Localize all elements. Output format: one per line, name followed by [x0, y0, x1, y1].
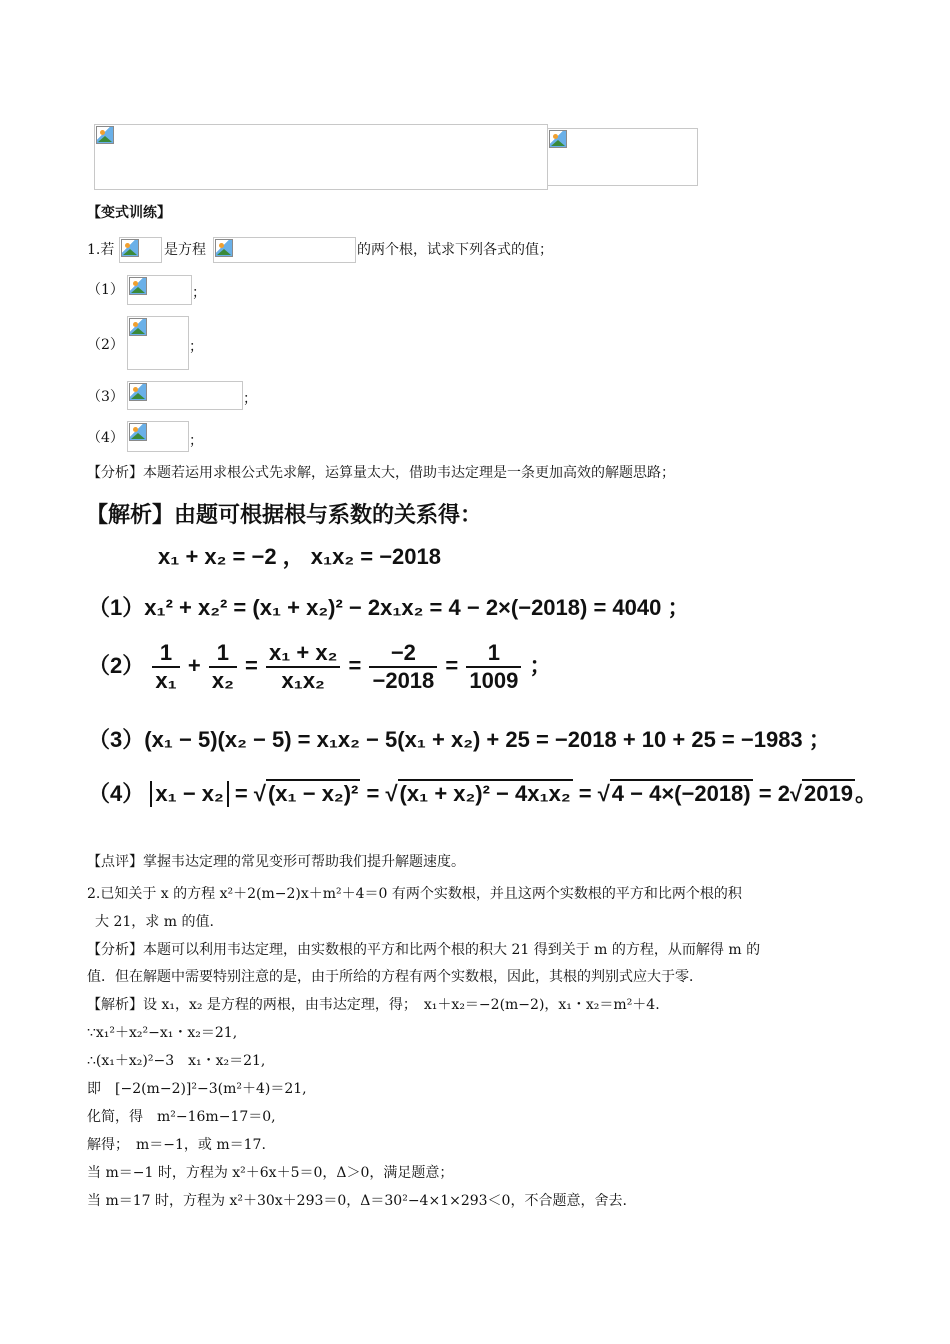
q1-solution-heading: 【解析】由题可根据根与系数的关系得：	[86, 503, 483, 528]
q1-item-3-label: （3）	[87, 389, 124, 405]
q1-number: 1.	[87, 242, 101, 258]
s4-radicand-3: 4 − 4×(−2018)	[611, 781, 751, 806]
s3-label: （3）	[88, 727, 145, 752]
broken-image-icon	[129, 423, 147, 441]
s1-expr: x₁² + x₂² = (x₁ + x₂)² − 2x₁x₂ = 4 − 2×(−2018) = 4040 ；	[144, 595, 690, 620]
s2-label: （2）	[88, 652, 145, 678]
s4-radicand-4: 2019	[804, 781, 853, 806]
q1-relation: x₁ + x₂ = −2 ， x₁x₂ = −2018	[158, 544, 442, 569]
q1-statement	[87, 240, 114, 260]
s4-radicand-1: (x₁ − x₂)²	[267, 781, 359, 806]
s4-radicand-2: (x₁ + x₂)² − 4x₁x₂	[399, 781, 571, 806]
q1-if: 若	[100, 242, 115, 258]
q1-comment: 【点评】掌握韦达定理的常见变形可帮助我们提升解题速度。	[87, 854, 465, 870]
q1-item-4-tail: ；	[189, 433, 203, 449]
image-placeholder-item-3	[127, 381, 243, 410]
q2-statement-line-2: 大 21，求 m 的值.	[95, 914, 214, 930]
q2-solution-line-7: 当 m＝−1 时，方程为 x²＋6x＋5＝0，Δ＞0，满足题意；	[87, 1165, 454, 1181]
q1-item-4-label: （4）	[87, 430, 124, 446]
q2-solution-line-5: 化简，得 m²−16m−17＝0,	[87, 1109, 276, 1125]
q1-item-2-label: （2）	[87, 337, 124, 353]
q1-solution-4: （4） x₁ − x₂ = √(x₁ − x₂)² = √(x₁ + x₂)² − 4x₁x₂ = √4 − 4×(−2018) = 2√2019。	[88, 781, 877, 806]
image-placeholder-equation	[213, 237, 356, 263]
s4-absolute-value: x₁ − x₂	[150, 781, 228, 807]
q2-analysis-line-2: 值．但在解题中需要特别注意的是，由于所给的方程有两个实数根，因此，其根的判别式应大于零．	[87, 969, 703, 985]
q2-solution-line-2: ∵x₁²＋x₂²−x₁・x₂＝21,	[87, 1025, 238, 1041]
q1-solution-2: （2） $\frac{1}{\text{x₁}}$ + $\frac{1}{\text{x₂}}$ = $\frac{\text{x₁ + x₂}}{\text{x₁x₂}}$ = $\frac{-2}{-2018}$ = $\frac{1}{1009}$ ；	[88, 640, 552, 693]
broken-image-icon	[549, 130, 567, 148]
q1-analysis: 【分析】本题若运用求根公式先求解，运算量太大，借助韦达定理是一条更加高效的解题思路；	[87, 465, 675, 481]
s2-fraction-5: $\frac{1}{1009}$	[466, 640, 521, 694]
image-placeholder-top-left	[94, 124, 548, 190]
q1-item-1-label: （1）	[87, 282, 124, 298]
broken-image-icon	[129, 383, 147, 401]
q2-solution-line-3: ∴(x₁＋x₂)²−3 x₁・x₂＝21,	[87, 1053, 266, 1069]
s2-fraction-4: $\frac{-2}{-2018}$	[369, 640, 437, 694]
s1-label: （1）	[88, 595, 145, 620]
image-placeholder-item-4	[127, 421, 189, 452]
image-placeholder-item-2	[127, 316, 189, 370]
broken-image-icon	[121, 239, 139, 257]
s2-fraction-2: $\frac{1}{\text{x₂}}$	[209, 640, 237, 694]
broken-image-icon	[215, 239, 233, 257]
q2-analysis-line-1: 【分析】本题可以利用韦达定理，由实数根的平方和比两个根的积大 21 得到关于 m 的方程，从而解得 m 的	[87, 942, 761, 958]
q2-solution-line-1: 【解析】设 x₁，x₂ 是方程的两根，由韦达定理，得； x₁＋x₂＝−2(m−2)，x₁・x₂＝m²＋4.	[87, 997, 660, 1013]
q1-solution-1	[88, 591, 689, 622]
q2-statement-line-1: 2.已知关于 x 的方程 x²＋2(m−2)x＋m²＋4＝0 有两个实数根，并且这两个实数根的平方和比两个根的积	[87, 886, 742, 902]
q1-rest: 的两个根，试求下列各式的值；	[357, 242, 553, 258]
section-title: 【变式训练】	[87, 205, 171, 221]
q1-is-equation: 是方程	[164, 242, 206, 258]
broken-image-icon	[129, 277, 147, 295]
q1-item-1-tail: ；	[192, 285, 206, 301]
broken-image-icon	[129, 318, 147, 336]
s2-fraction-3: $\frac{\text{x₁ + x₂}}{\text{x₁x₂}}$	[266, 640, 340, 694]
s4-label: （4）	[88, 781, 145, 806]
image-placeholder-item-1	[127, 275, 192, 305]
s3-expr: (x₁ − 5)(x₂ − 5) = x₁x₂ − 5(x₁ + x₂) + 25 = −2018 + 10 + 25 = −1983 ；	[144, 727, 831, 752]
broken-image-icon	[96, 126, 114, 144]
q1-item-2-tail: ；	[189, 339, 203, 355]
q2-solution-line-8: 当 m＝17 时，方程为 x²＋30x＋293＝0，Δ＝30²−4×1×293＜0，不合题意，舍去.	[87, 1193, 627, 1209]
s2-fraction-1: $\frac{1}{\text{x₁}}$	[152, 640, 179, 694]
q1-item-3-tail: ；	[243, 391, 257, 407]
q2-solution-line-4: 即 [−2(m−2)]²−3(m²＋4)＝21,	[87, 1081, 307, 1097]
image-placeholder-roots	[119, 237, 162, 263]
q2-solution-line-6: 解得； m＝−1，或 m＝17.	[87, 1137, 266, 1153]
q1-solution-3	[88, 723, 831, 754]
image-placeholder-top-right	[547, 128, 698, 186]
